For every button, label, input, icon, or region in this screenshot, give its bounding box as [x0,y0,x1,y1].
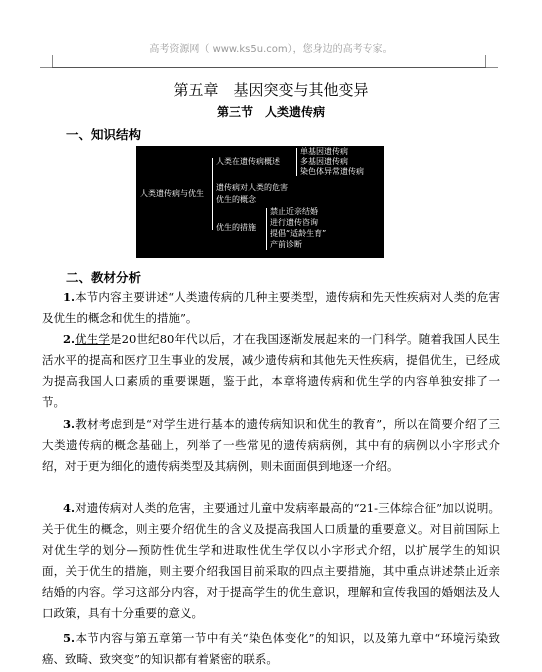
diagram-branch-measures: 优生的措施 [216,223,256,232]
paragraph-text: 对遗传病对人类的危害，主要通过儿童中发病率最高的“21-三体综合征”加以说明。关于优生的概念，则主要介绍优生的含义及提高我国人口质量的重要意义。对目前国际上对优生学的划分—预防性优生学和进取性优生学仅以小字形式介绍，以扩展学生的知识面，关于优生的措施，则主要介绍我国目前采取的四点主要措施，其中重点讲述禁止近亲结婚的内容。学习这部分内容，对于提高学生的优生意识，理解和宣传我国的婚姻法及人口政策，具有十分重要的意义。 [42,501,500,620]
chapter-title: 第五章 基因突变与其他变异 [173,81,369,99]
paragraph-text: 教材考虑到是“对学生进行基本的遗传病知识和优生的教育”，所以在简要介绍了三大类遗传病的概念基础上，列举了一些常见的遗传病病例，其中有的病例以小字形式介绍，对于更为细化的遗传病类型及其病例，则未面面俱到地逐一介绍。 [42,417,500,473]
diagram-item: 单基因遗传病 [300,147,348,156]
diagram-item: 进行遗传咨询 [270,218,318,227]
diagram-item: 禁止近亲结婚 [270,207,318,216]
paragraph-text: 本节内容与第五章第一节中有关“染色体变化”的知识，以及第九章中“环境污染致癌、致畸、致突变”的知识都有着紧密的联系。 [42,631,500,666]
paragraph-3 [42,414,500,477]
diagram-item: 提倡“适龄生育” [270,229,327,238]
heading-textbook-analysis: 二、教材分析 [66,270,142,285]
page-header: 高考资源网（ www.ks5u.com），您身边的高考专家。 [149,44,393,55]
diagram-bracket-overview [296,148,297,176]
paragraph-text: 是20世纪80年代以后，才在我国逐渐发展起来的一门科学。随着我国人民生活水平的提高和医疗卫生事业的发展，减少遗传病和其他先天性疾病，提倡优生，已经成为提高我国人口素质的重要课题，鉴于此，本章将遗传病和优生学的内容单独安排了一节。 [42,332,501,409]
diagram-root: 人类遗传病与优生 [140,189,204,198]
paragraph-2 [42,329,500,413]
diagram-branch-overview: 人类在遗传病概述 [216,157,280,166]
diagram-item: 染色体异常遗传病 [300,167,364,176]
paragraph-number: 3. [63,417,76,431]
diagram-bracket-root [212,158,213,230]
diagram-item: 多基因遗传病 [300,157,348,166]
diagram-bracket-measures [266,208,267,250]
knowledge-structure-diagram [136,146,384,258]
paragraph-number: 5. [63,631,76,645]
paragraph-text: 本节内容主要讲述“人类遗传病的几种主要类型，遗传病和先天性疾病对人类的危害及优生的概念和优生的措施”。 [42,290,500,325]
paragraph-4 [42,498,500,624]
header-rule [52,67,486,68]
paragraph-1 [42,287,500,329]
underlined-term: 优生学 [75,332,111,346]
paragraph-number: 2. [63,332,76,346]
section-title: 第三节 人类遗传病 [216,105,325,119]
heading-knowledge-structure: 一、知识结构 [66,127,142,142]
paragraph-number: 4. [63,501,76,515]
diagram-branch-concept: 优生的概念 [216,195,256,204]
paragraph-number: 1. [63,290,76,304]
diagram-item: 产前诊断 [270,240,302,249]
paragraph-5 [42,628,500,670]
diagram-branch-harm: 遗传病对人类的危害 [216,183,288,192]
header-corner-right [485,55,498,68]
